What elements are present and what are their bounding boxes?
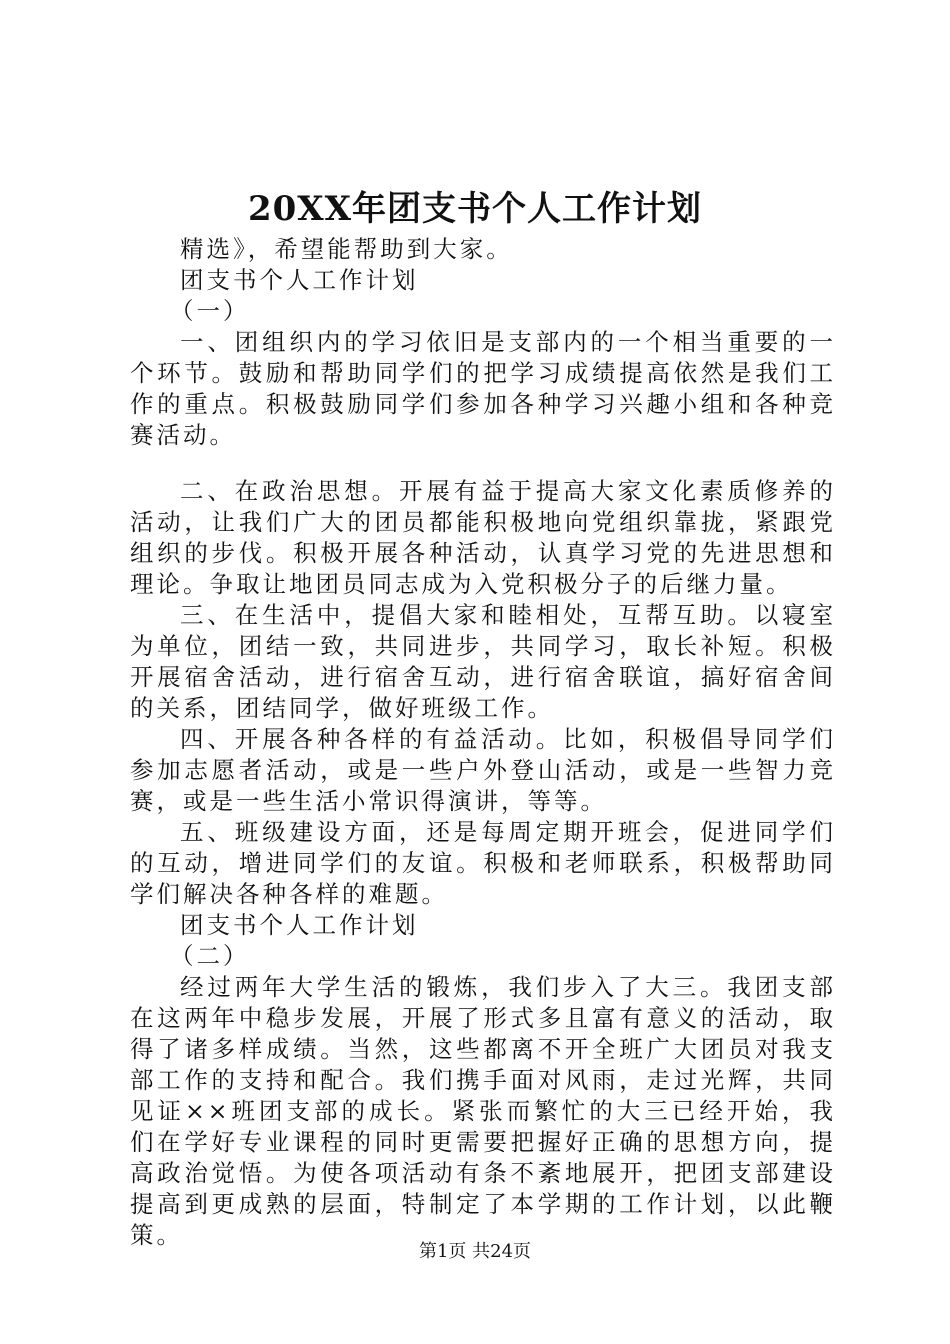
document-title: 20XX年团支书个人工作计划 [247,189,703,229]
page-footer: 第1页 共24页 [418,1241,532,1262]
intro-line: 精选》，希望能帮助到大家。 [180,235,513,263]
section-heading-2: 团支书个人工作计划 [180,911,419,939]
paragraph-6: 经过两年大学生活的锻炼，我们步入了大三。我团支部在这两年中稳步发展，开展了形式多且富有意义的活动，取得了诸多样成绩。当然，这些都离不开全班广大团员对我支部工作的支持和配合。我们携手面对风雨，走过光辉，共同见证××班团支部的成长。紧张而繁忙的大三已经开始，我们在学好专业课程的同时更需要把握好正确的思想方向，提高政治觉悟。为使各项活动有条不紊地展开，把团支部建设提高到更成熟的层面，特制定了本学期的工作计划，以此鞭策。 [130,973,836,1249]
paragraph-2: 二、在政治思想。开展有益于提高大家文化素质修养的活动，让我们广大的团员都能积极地向党组织靠拢，紧跟党组织的步伐。积极开展各种活动，认真学习党的先进思想和理论。争取让地团员同志成为入党积极分子的后继力量。 [130,477,836,598]
document-body [130,234,836,1251]
paragraph-4: 四、开展各种各样的有益活动。比如，积极倡导同学们参加志愿者活动，或是一些户外登山活动，或是一些智力竞赛，或是一些生活小常识得演讲，等等。 [130,725,836,815]
section-number-2: （二） [170,942,250,970]
paragraph-1: 一、团组织内的学习依旧是支部内的一个相当重要的一个环节。鼓励和帮助同学们的把学习成绩提高依然是我们工作的重点。积极鼓励同学们参加各种学习兴趣小组和各种竞赛活动。 [130,328,836,449]
section-number-1: （一） [170,297,250,325]
paragraph-3: 三、在生活中，提倡大家和睦相处，互帮互助。以寝室为单位，团结一致，共同进步，共同学习，取长补短。积极开展宿舍活动，进行宿舍互动，进行宿舍联谊，搞好宿舍间的关系，团结同学，做好班级工作。 [130,601,836,722]
section-heading-1: 团支书个人工作计划 [180,266,419,294]
paragraph-5: 五、班级建设方面，还是每周定期开班会，促进同学们的互动，增进同学们的友谊。积极和老师联系，积极帮助同学们解决各种各样的难题。 [130,818,836,908]
